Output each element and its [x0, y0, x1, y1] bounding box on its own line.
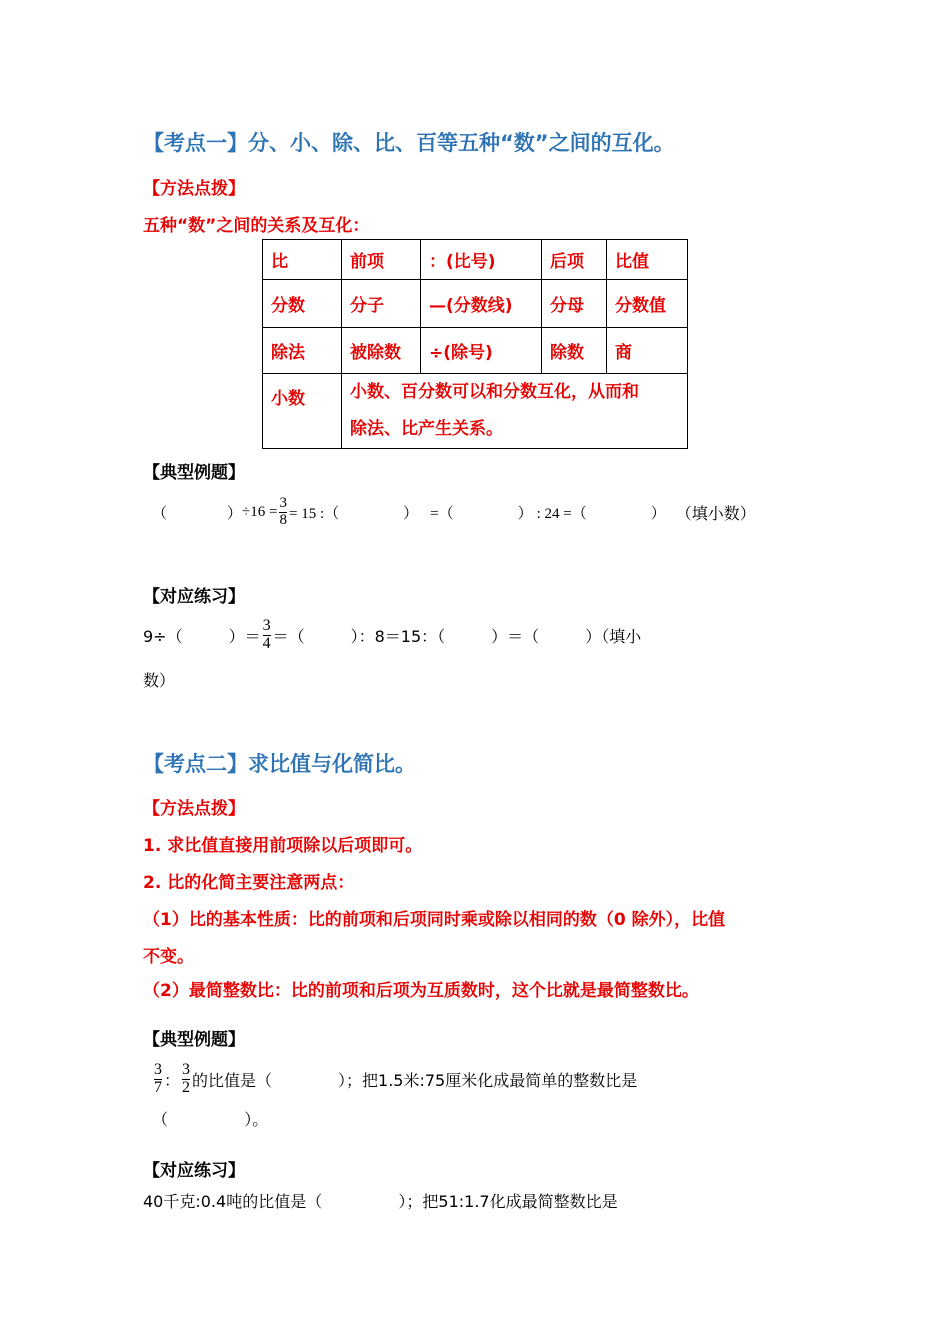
table-cell: 比 [263, 240, 342, 280]
fraction [263, 618, 271, 653]
fraction [154, 1062, 162, 1097]
section2-point2-1: （1）比的基本性质：比的前项和后项同时乘或除以相同的数（0 除外），比值 [143, 910, 726, 930]
section2-practice [143, 1189, 618, 1212]
ratio-colon: ： [164, 1070, 181, 1090]
section1-intro: 五种“数”之间的关系及互化： [143, 216, 370, 236]
example-text: ）；把1.5米:75厘米化成最简单的整数比是 [338, 1070, 638, 1090]
section2-point2-1-cont: 不变。 [143, 947, 194, 967]
section2-title: 【考点二】求比值与化简比。 [143, 752, 416, 776]
table-cell: 被除数 [342, 328, 421, 374]
table-cell: 小数 [263, 374, 342, 449]
paren: ） [227, 505, 243, 522]
table-cell: ÷(除号) [421, 328, 542, 374]
expr-text: : 24 =（ [536, 505, 587, 522]
table-cell: ：(比号) [421, 240, 542, 280]
expr-hint: （填小数） [675, 503, 756, 523]
table-cell: 除法 [263, 328, 342, 374]
paren: ） [517, 505, 533, 522]
section1-example-label: 【典型例题】 [143, 463, 245, 483]
example-text: （ [152, 1110, 169, 1129]
table-cell: 分数 [263, 280, 342, 328]
example-text: 的比值是（ [192, 1070, 273, 1090]
expr-text: ÷16 = [242, 503, 278, 520]
section2-point2: 2. 比的化简主要注意两点： [143, 873, 355, 893]
practice-text: ）：8＝15：（ [350, 626, 446, 646]
section1-method-label: 【方法点拨】 [143, 179, 245, 199]
section2-point1: 1. 求比值直接用前项除以后项即可。 [143, 836, 423, 856]
section1-title: 【考点一】分、小、除、比、百等五种“数”之间的互化。 [143, 131, 675, 155]
expr-text: =（ [430, 505, 454, 522]
practice-text: 9÷（ [143, 626, 183, 646]
fraction-numerator: 3 [262, 616, 271, 634]
table-row [263, 240, 688, 280]
table-cell: 分母 [542, 280, 607, 328]
table-cell: 分子 [342, 280, 421, 328]
table-cell: 后项 [542, 240, 607, 280]
fraction-denominator: 4 [262, 634, 271, 652]
table-row [263, 280, 688, 328]
table-cell: 商 [607, 328, 688, 374]
practice-text: ＝（ [272, 626, 305, 646]
section2-example-label: 【典型例题】 [143, 1030, 245, 1050]
section2-practice-label: 【对应练习】 [143, 1161, 245, 1181]
table-cell: 分数值 [607, 280, 688, 328]
section2-example [152, 1054, 637, 1104]
example-text: ）。 [244, 1110, 269, 1129]
fraction-denominator: 7 [154, 1078, 162, 1096]
table-row [263, 374, 688, 449]
section2-example-line2 [152, 1107, 268, 1130]
fraction-denominator: 2 [182, 1078, 191, 1096]
paren: ） [650, 505, 666, 522]
section1-practice [143, 612, 641, 658]
fraction-numerator: 3 [154, 1060, 162, 1078]
table-merged-cell [342, 374, 688, 449]
practice-text: 40千克:0.4吨的比值是（ [143, 1192, 323, 1211]
section1-practice-line2: 数） [143, 671, 176, 690]
paren: （ [152, 505, 168, 522]
fraction [279, 496, 287, 529]
fraction-numerator: 3 [279, 494, 287, 511]
practice-text: ）＝ [228, 626, 261, 646]
relation-table [262, 239, 688, 449]
section1-practice-label: 【对应练习】 [143, 587, 245, 607]
table-cell: 前项 [342, 240, 421, 280]
table-text-line: 除法、比产生关系。 [350, 419, 503, 439]
section1-example [152, 491, 756, 533]
section2-method-label: 【方法点拨】 [143, 799, 245, 819]
table-cell: 除数 [542, 328, 607, 374]
section2-point2-2: （2）最简整数比：比的前项和后项为互质数时，这个比就是最简整数比。 [143, 981, 699, 1001]
practice-text: ）＝（ [491, 626, 540, 646]
table-text-line: 小数、百分数可以和分数互化，从而和 [350, 382, 639, 402]
expr-text: = 15 :（ [288, 505, 340, 522]
paren: ） [403, 505, 419, 522]
table-cell: 比值 [607, 240, 688, 280]
fraction-denominator: 8 [279, 511, 287, 528]
fraction [182, 1062, 190, 1097]
practice-text: ）（填小 [585, 626, 642, 646]
fraction-numerator: 3 [182, 1060, 191, 1078]
table-row [263, 328, 688, 374]
table-cell: —(分数线) [421, 280, 542, 328]
practice-text: ）；把51:1.7化成最简整数比是 [398, 1192, 618, 1211]
